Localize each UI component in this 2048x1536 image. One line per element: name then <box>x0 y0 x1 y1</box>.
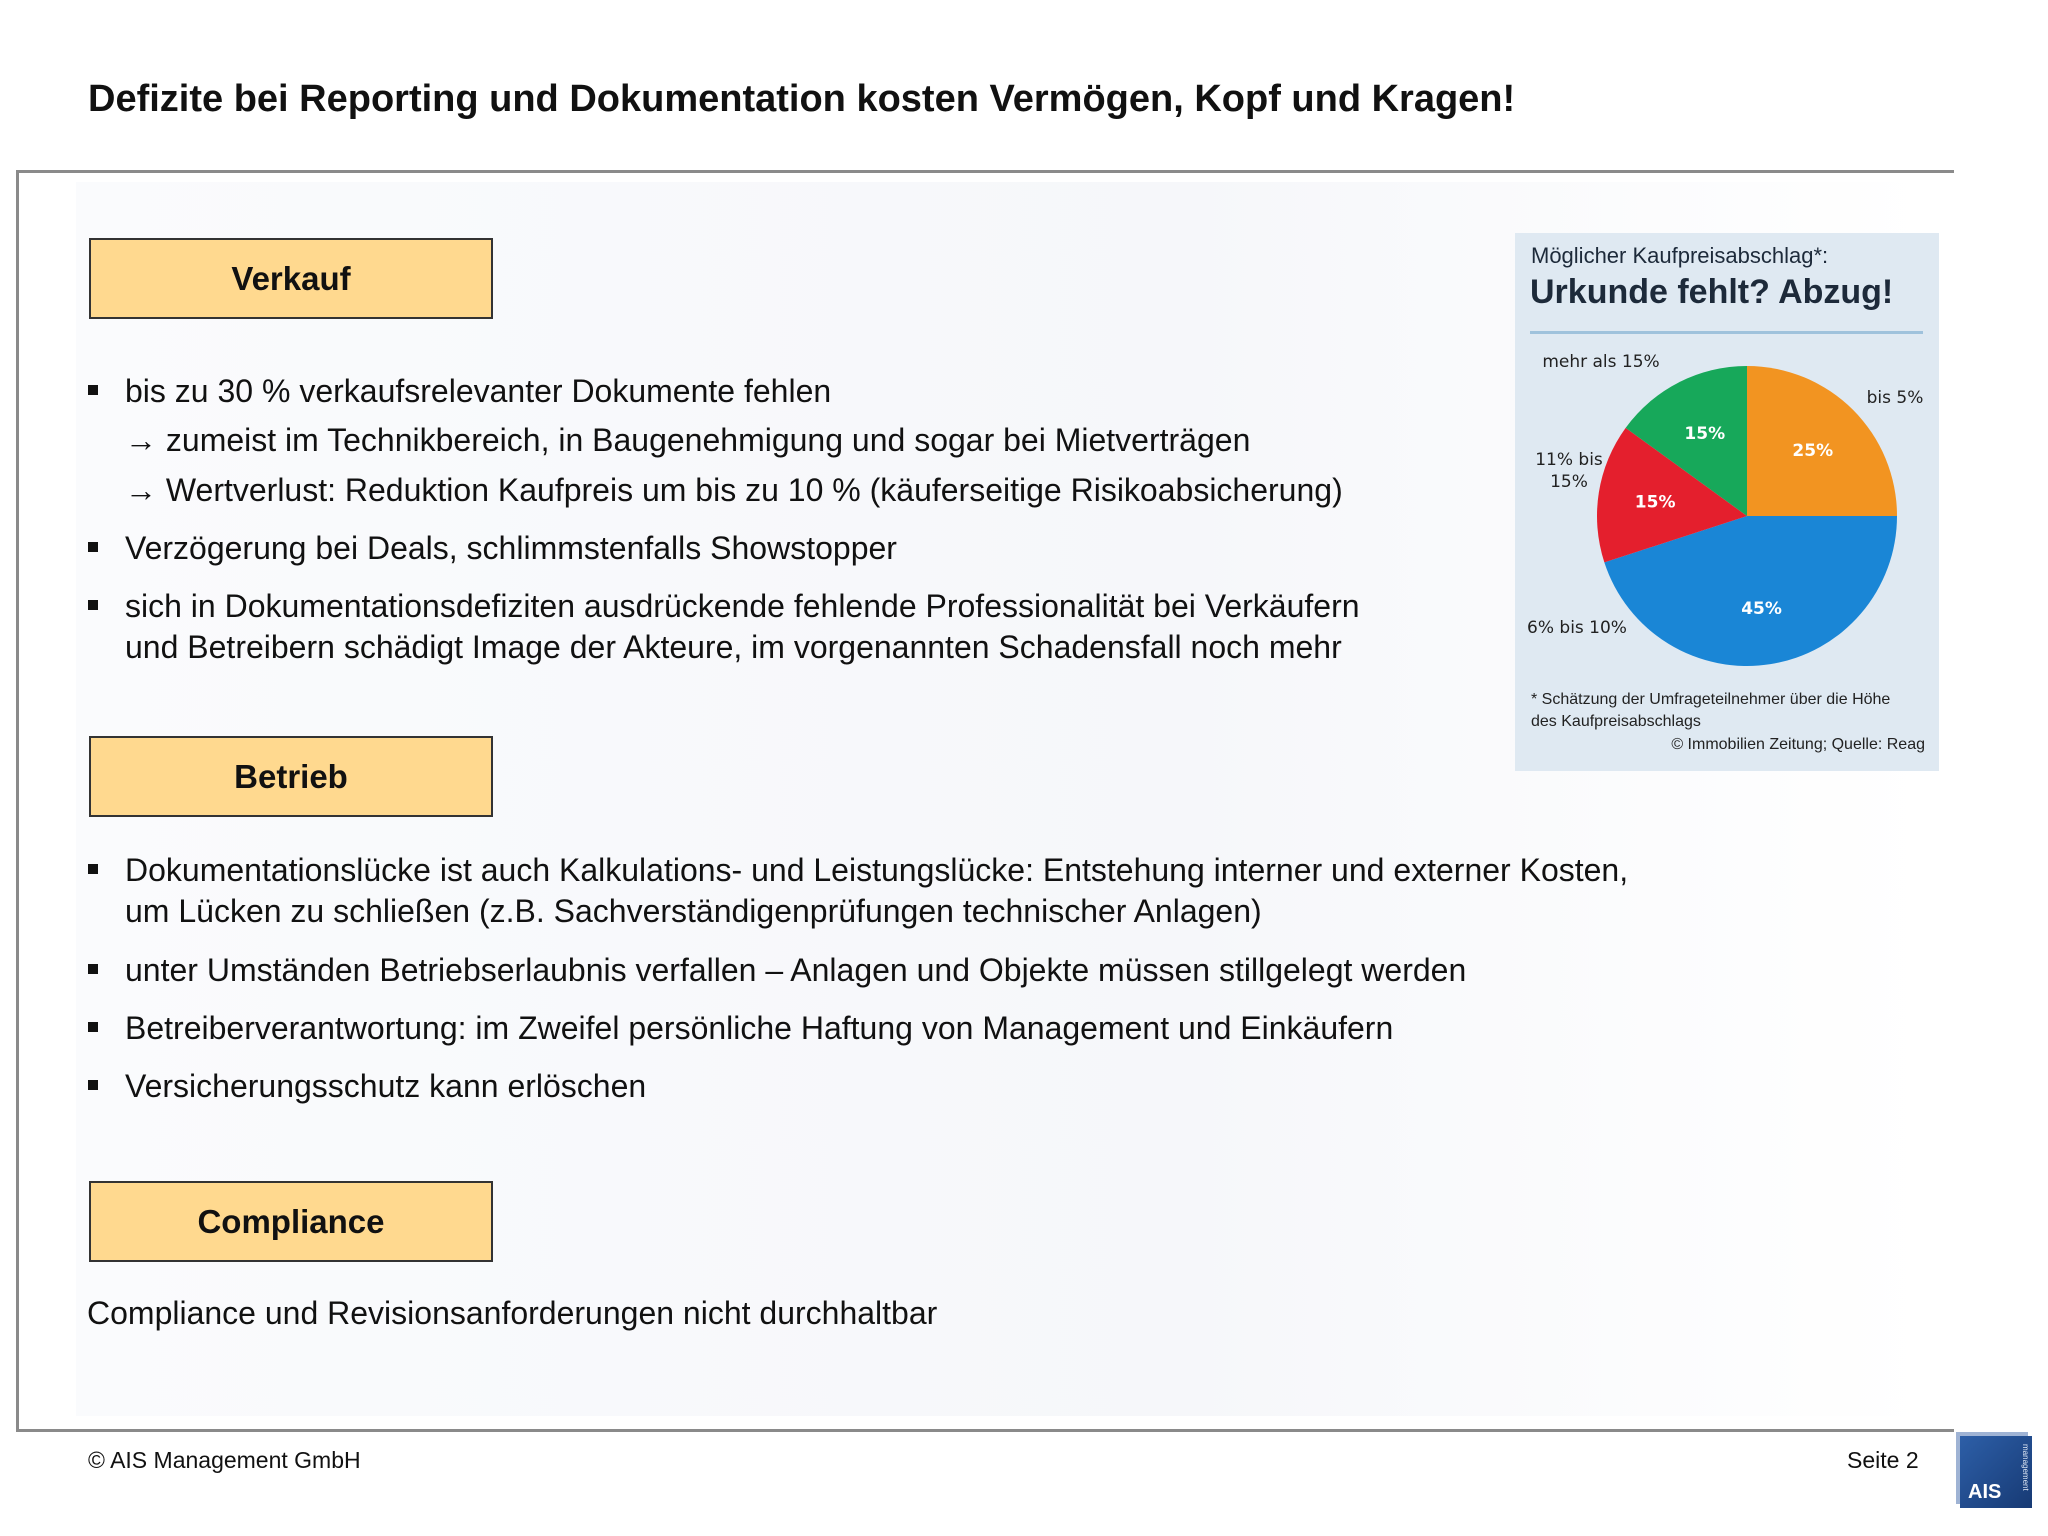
list-item-text: Betreiberverantwortung: im Zweifel persönliche Haftung von Management und Einkäufern <box>125 1010 1394 1046</box>
logo-subtext: management <box>2021 1444 2030 1491</box>
bullet-marker <box>88 864 98 874</box>
list-item-continuation: → zumeist im Technikbereich, in Baugenehmigung und sogar bei Mietverträgen <box>125 422 1251 458</box>
pie-value-label: 15% <box>1684 424 1726 445</box>
list-item-continuation: um Lücken zu schließen (z.B. Sachverständigenprüfungen technischer Anlagen) <box>125 893 1262 929</box>
chart-title-rule <box>1530 331 1923 334</box>
logo-text: AIS <box>1968 1481 2002 1503</box>
chart-footnote: des Kaufpreisabschlags <box>1531 713 1701 730</box>
pie-chart-figure <box>1515 233 1939 771</box>
chart-title: Urkunde fehlt? Abzug! <box>1530 273 1894 311</box>
pie-value-label: 15% <box>1634 492 1676 513</box>
page-number: Seite 2 <box>1847 1447 1919 1473</box>
list-item-text: unter Umständen Betriebserlaubnis verfallen – Anlagen und Objekte müssen stillgelegt werden <box>125 952 1467 988</box>
pie-category-label: bis 5% <box>1866 388 1924 408</box>
bullet-marker <box>88 1080 98 1090</box>
bullet-marker <box>88 542 98 552</box>
pie-value-label: 45% <box>1741 598 1782 619</box>
bullet-marker <box>88 964 98 974</box>
bullet-marker <box>88 385 98 395</box>
list-item-text: Dokumentationslücke ist auch Kalkulations- und Leistungslücke: Entstehung interner und externer Kosten, <box>125 852 1629 888</box>
bullet-marker <box>88 600 98 610</box>
pie-value-label: 25% <box>1792 441 1834 462</box>
chart-credit: © Immobilien Zeitung; Quelle: Reag <box>1671 736 1925 753</box>
chart-footnote: * Schätzung der Umfrageteilnehmer über die Höhe <box>1531 691 1891 708</box>
list-item-text: Verzögerung bei Deals, schlimmstenfalls Showstopper <box>125 530 897 566</box>
pie-category-label: 11% bis 15% <box>1535 450 1603 492</box>
slide-title: Defizite bei Reporting und Dokumentation kosten Vermögen, Kopf und Kragen! <box>88 78 1516 120</box>
pie-category-label: mehr als 15% <box>1542 352 1660 372</box>
section-heading-verkauf: Verkauf <box>89 238 493 319</box>
ais-logo <box>1960 1436 2032 1508</box>
bullet-marker <box>88 1022 98 1032</box>
section-heading-betrieb: Betrieb <box>89 736 493 817</box>
chart-subtitle: Möglicher Kaufpreisabschlag*: <box>1531 243 1829 268</box>
list-item-text: bis zu 30 % verkaufsrelevanter Dokumente fehlen <box>125 373 832 409</box>
compliance-text: Compliance und Revisionsanforderungen nicht durchhaltbar <box>87 1295 938 1331</box>
list-item-text: sich in Dokumentationsdefiziten ausdrückende fehlende Professionalität bei Verkäufern <box>125 588 1360 624</box>
list-item-continuation: → Wertverlust: Reduktion Kaufpreis um bis zu 10 % (käuferseitige Risikoabsicherung) <box>125 472 1343 508</box>
list-item-text: Versicherungsschutz kann erlöschen <box>125 1068 647 1104</box>
section-heading-compliance: Compliance <box>89 1181 493 1262</box>
pie-category-label: 6% bis 10% <box>1527 618 1627 638</box>
footer-copyright: © AIS Management GmbH <box>88 1447 361 1473</box>
list-item-continuation: und Betreibern schädigt Image der Akteure, im vorgenannten Schadensfall noch mehr <box>125 629 1342 665</box>
